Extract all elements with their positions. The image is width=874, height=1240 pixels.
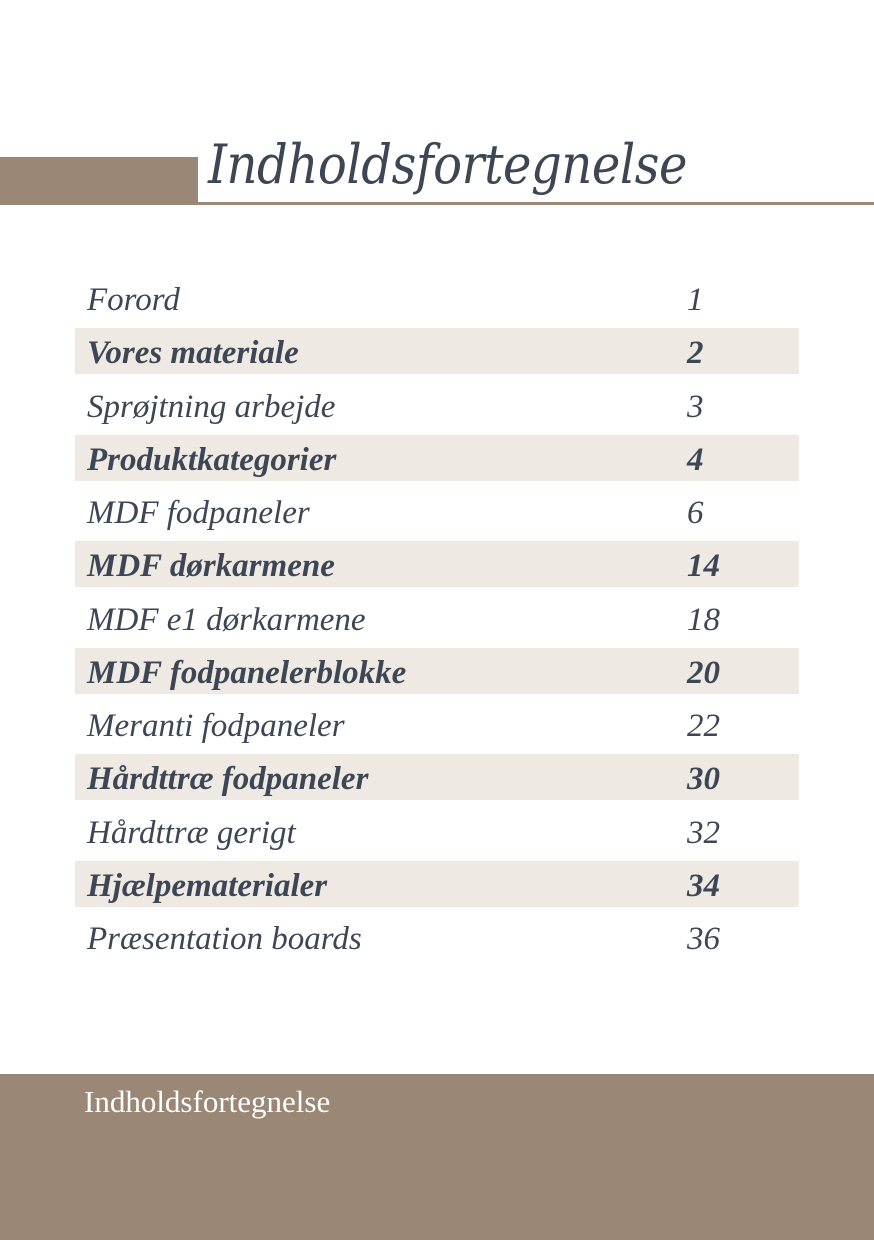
toc-entry[interactable] bbox=[75, 914, 799, 960]
header-rule bbox=[198, 202, 874, 205]
toc-entry-label: Hjælpematerialer bbox=[87, 867, 328, 904]
toc-entry[interactable] bbox=[75, 328, 799, 374]
toc-entry-page-number: 30 bbox=[687, 761, 720, 798]
toc-entry[interactable] bbox=[75, 701, 799, 747]
toc-entry[interactable] bbox=[75, 648, 799, 694]
toc-entry[interactable] bbox=[75, 382, 799, 428]
toc-entry-page-number: 32 bbox=[687, 814, 720, 851]
toc-entry-page-number: 22 bbox=[687, 708, 720, 744]
toc-entry-label: Sprøjtning arbejde bbox=[87, 388, 336, 425]
toc-entry-label: Meranti fodpaneler bbox=[87, 708, 345, 744]
toc-entry-label: Hårdttræ fodpaneler bbox=[87, 761, 369, 798]
toc-entry[interactable] bbox=[75, 808, 799, 854]
toc-entry-label: Hårdttræ gerigt bbox=[87, 814, 296, 851]
toc-entry-page-number: 2 bbox=[687, 335, 704, 372]
toc-entry[interactable] bbox=[75, 754, 799, 800]
toc-entry-page-number: 20 bbox=[687, 654, 720, 691]
toc-entry[interactable] bbox=[75, 275, 799, 321]
toc-entry-page-number: 1 bbox=[687, 282, 704, 318]
toc-entry-label: MDF dørkarmene bbox=[87, 548, 335, 585]
toc-entry[interactable] bbox=[75, 488, 799, 534]
toc-entry-page-number: 34 bbox=[687, 867, 720, 904]
toc-entry-label: Produktkategorier bbox=[87, 441, 337, 478]
toc-entry-page-number: 14 bbox=[687, 548, 720, 585]
toc-entry-page-number: 3 bbox=[687, 388, 704, 425]
toc-entry-label: Forord bbox=[87, 282, 180, 318]
header-color-band bbox=[0, 157, 198, 205]
toc-entry-label: MDF fodpanelerblokke bbox=[87, 654, 407, 691]
toc-entry-label: Vores materiale bbox=[87, 335, 299, 372]
toc-entry-label: Præsentation boards bbox=[87, 921, 362, 957]
toc-entry[interactable] bbox=[75, 435, 799, 481]
toc-entry-label: MDF fodpaneler bbox=[87, 495, 310, 531]
toc-entry-page-number: 18 bbox=[687, 601, 720, 638]
toc-entry-page-number: 4 bbox=[687, 441, 704, 478]
toc-entry[interactable] bbox=[75, 595, 799, 641]
toc-entry[interactable] bbox=[75, 861, 799, 907]
toc-entry-label: MDF e1 dørkarmene bbox=[87, 601, 366, 638]
footer-section-title: Indholdsfortegnelse bbox=[84, 1084, 331, 1119]
page-title: Indholdsfortegnelse bbox=[208, 133, 688, 196]
toc-entry[interactable] bbox=[75, 541, 799, 587]
toc-entry-page-number: 36 bbox=[687, 921, 720, 957]
toc-entry-page-number: 6 bbox=[687, 495, 704, 531]
table-of-contents bbox=[75, 275, 799, 967]
